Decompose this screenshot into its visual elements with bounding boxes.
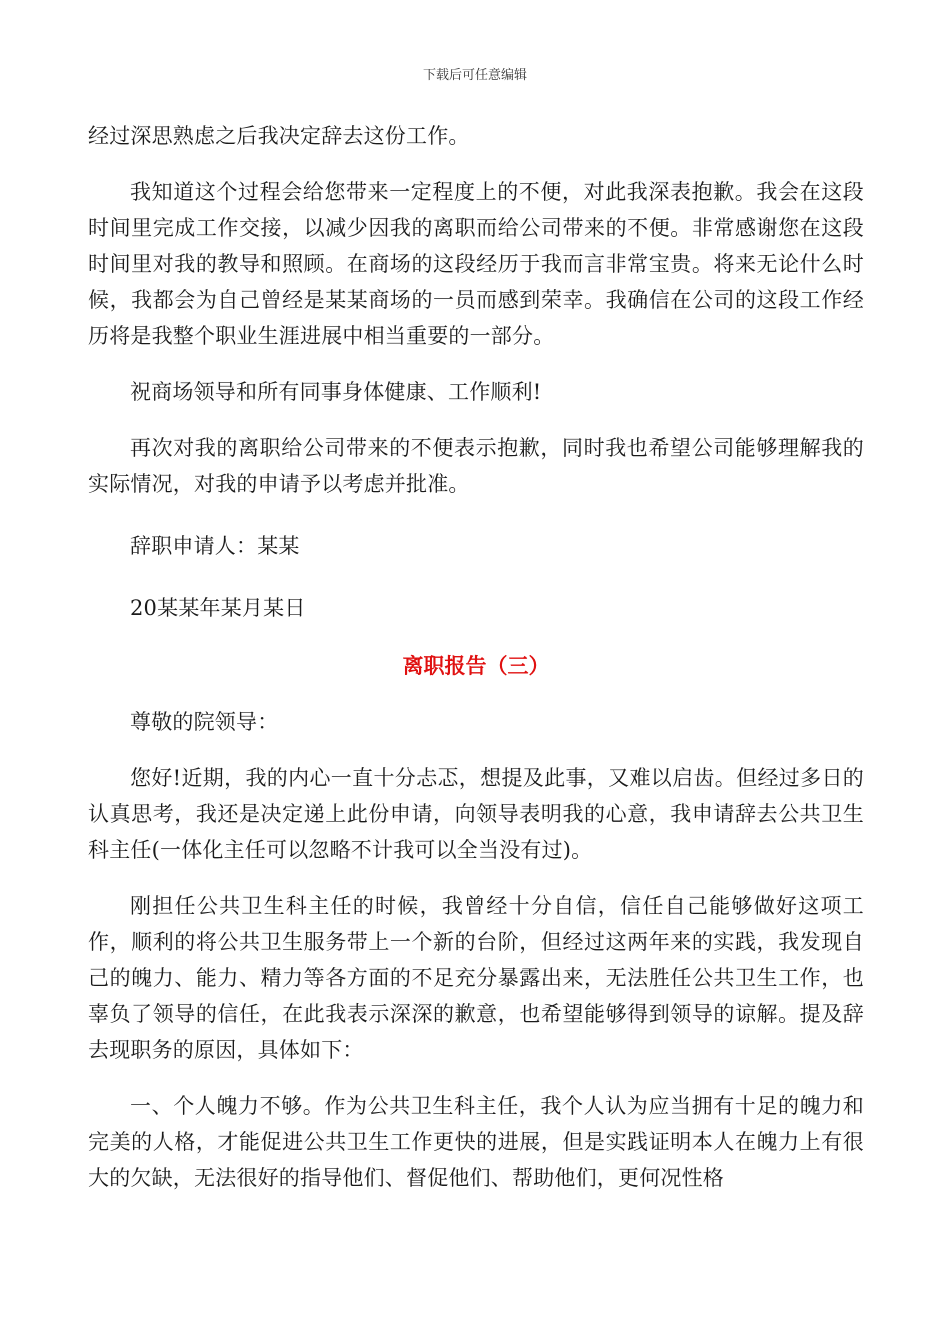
paragraph-apology: 我知道这个过程会给您带来一定程度上的不便，对此我深表抱歉。我会在这段时间里完成工作交接，以减少因我的离职而给公司带来的不便。非常感谢您在这段时间里对我的教导和照顾。在商场的这段经历于我而言非常宝贵。将来无论什么时候，我都会为自己曾经是某某商场的一员而感到荣幸。我确信在公司的这段工作经历将是我整个职业生涯进展中相当重要的一部分。 [88,180,864,348]
signature-line: 辞职申请人：某某 [130,534,300,558]
salutation: 尊敬的院领导： [130,710,279,734]
paragraph-decision: 经过深思熟虑之后我决定辞去这份工作。 [88,124,470,148]
paragraph-wishes: 祝商场领导和所有同事身体健康、工作顺利! [130,380,542,404]
date-line: 20某某年某月某日 [130,596,306,620]
section-title: 离职报告（三） [402,654,550,678]
paragraph-request: 再次对我的离职给公司带来的不便表示抱歉，同时我也希望公司能够理解我的实际情况，对我的申请予以考虑并批准。 [88,436,864,496]
paragraph-reason-one: 一、个人魄力不够。作为公共卫生科主任，我个人认为应当拥有十足的魄力和完美的人格，才能促进公共卫生工作更快的进展，但是实践证明本人在魄力上有很大的欠缺，无法很好的指导他们、督促他们、帮助他们，更何况性格 [88,1094,864,1190]
document-body [88,118,864,1196]
header-note: 下载后可任意编辑 [422,68,527,83]
paragraph-greeting: 您好!近期，我的内心一直十分忐忑，想提及此事，又难以启齿。但经过多日的认真思考，我还是决定递上此份申请，向领导表明我的心意，我申请辞去公共卫生科主任(一体化主任可以忽略不计我可以全当没有过)。 [88,766,864,862]
paragraph-background: 刚担任公共卫生科主任的时候，我曾经十分自信，信任自己能够做好这项工作，顺利的将公共卫生服务带上一个新的台阶，但经过这两年来的实践，我发现自己的魄力、能力、精力等各方面的不足充分暴露出来，无法胜任公共卫生工作，也辜负了领导的信任，在此我表示深深的歉意，也希望能够得到领导的谅解。提及辞去现职务的原因，具体如下： [88,894,864,1062]
